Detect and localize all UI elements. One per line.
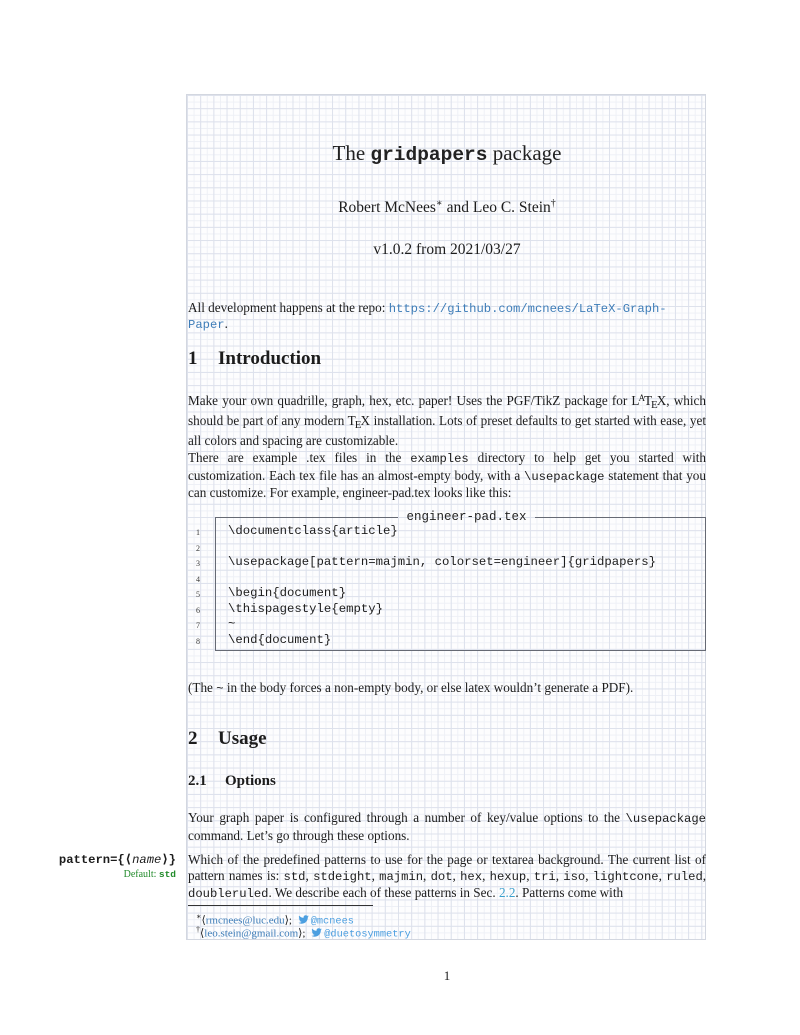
author-2: Leo C. Stein — [472, 199, 551, 217]
repo-line — [188, 300, 706, 332]
email-link-mcnees[interactable]: rmcnees@luc.edu — [205, 914, 285, 927]
code-line: \end{document} — [228, 632, 332, 647]
version-line: v1.0.2 from 2021/03/27 — [373, 241, 521, 258]
code-listing-caption: engineer-pad.tex — [406, 510, 527, 524]
footnote-marker: † — [196, 925, 200, 934]
section-heading-introduction — [188, 348, 706, 370]
margin-note-pattern-option — [56, 853, 176, 882]
line-number: 2 — [196, 543, 200, 553]
angle-bracket-open: ⟨ — [201, 914, 206, 927]
section-number: 2 — [188, 728, 198, 749]
code-listing-box — [215, 510, 706, 651]
default-value: std — [158, 869, 176, 880]
code-line — [228, 540, 705, 556]
section-title: Usage — [218, 728, 267, 749]
authors-line — [188, 198, 706, 217]
twitter-handle-mcnees[interactable]: @mcnees — [310, 915, 354, 928]
line-number: 7 — [196, 621, 200, 630]
paragraph-options-intro: Your graph paper is configured through a number of key/value options to the \usepackage command. Let’s go through these options. — [188, 810, 706, 843]
twitter-handle-duetosymmetry[interactable]: @duetosymmetry — [324, 928, 411, 941]
paragraph-pattern-description: Which of the predefined patterns to use for the page or textarea background. The current list of pattern names is: std, stdeight, majmin, dot, hex, hexup, tri, iso, lightcone, ruled, doubleruled. We describe each of these patterns in Sec. 2.2. Patterns come with — [188, 852, 707, 902]
line-number: 4 — [196, 574, 200, 584]
section-heading-usage — [188, 728, 706, 750]
angle-bracket-close: ⟩; — [298, 927, 309, 940]
line-number: 5 — [196, 590, 200, 599]
default-label: Default: — [123, 869, 159, 880]
line-number: 8 — [196, 636, 200, 646]
paragraph-tilde-note: (The ~ in the body forces a non-empty body, or else latex wouldn’t generate a PDF). — [188, 680, 634, 696]
repo-line-period: . — [224, 316, 228, 331]
twitter-icon[interactable] — [311, 927, 322, 938]
pattern-option-default — [56, 867, 176, 882]
author-separator: and — [442, 199, 473, 217]
subsection-title: Options — [225, 773, 276, 789]
line-number: 6 — [196, 605, 200, 615]
line-number: 3 — [196, 559, 200, 568]
title-package-name: gridpapers — [370, 144, 488, 166]
subsection-number: 2.1 — [188, 773, 207, 789]
code-line: \usepackage[pattern=majmin, colorset=engineer]{gridpapers} — [228, 555, 657, 569]
repo-line-text: All development happens at the repo: — [188, 300, 389, 315]
author-1: Robert McNees — [338, 199, 436, 217]
page-number: 1 — [443, 968, 451, 983]
footnote-rule — [188, 905, 373, 906]
title-post: package — [487, 141, 562, 165]
code-line: ~ — [228, 617, 236, 631]
document-title — [188, 141, 706, 166]
subsection-heading-options — [188, 773, 706, 790]
section-number: 1 — [188, 348, 198, 369]
angle-bracket-open: ⟨ — [200, 927, 205, 940]
code-line — [228, 571, 705, 587]
title-pre: The — [332, 141, 371, 165]
code-line: \documentclass{article} — [228, 524, 398, 538]
code-line: \thispagestyle{empty} — [228, 601, 383, 616]
section-title: Introduction — [218, 348, 322, 369]
author-2-footnote-mark: † — [550, 198, 556, 209]
line-number: 1 — [196, 528, 200, 537]
pattern-option-syntax: pattern={⟨name⟩} — [58, 853, 176, 867]
email-link-stein[interactable]: leo.stein@gmail.com — [204, 927, 299, 940]
paragraph-intro-2: There are example .tex files in the examples directory to help get you started with customization. Each tex file has an almost-empty body, with a \usepackage statement that you can customize. For example, engineer-pad.tex looks like this: — [188, 450, 706, 501]
paragraph-intro-1: Make your own quadrille, graph, hex, etc. paper! Uses the PGF/TikZ package for $L^ATEX$, which should be part of any modern TEX installation. Lots of preset defaults to get started with ease, yet all colors and spacing are customizable. — [188, 393, 706, 449]
listing-line-numbers — [182, 525, 200, 649]
author-1-footnote-mark: ∗ — [435, 198, 443, 209]
code-line: \begin{document} — [228, 586, 347, 600]
repo-url-link[interactable]: https://github.com/mcnees/LaTeX-Graph-Paper — [188, 302, 667, 332]
footnote-2 — [196, 923, 411, 942]
angle-bracket-close: ⟩; — [284, 914, 295, 927]
footnote-marker: ∗ — [196, 912, 202, 921]
